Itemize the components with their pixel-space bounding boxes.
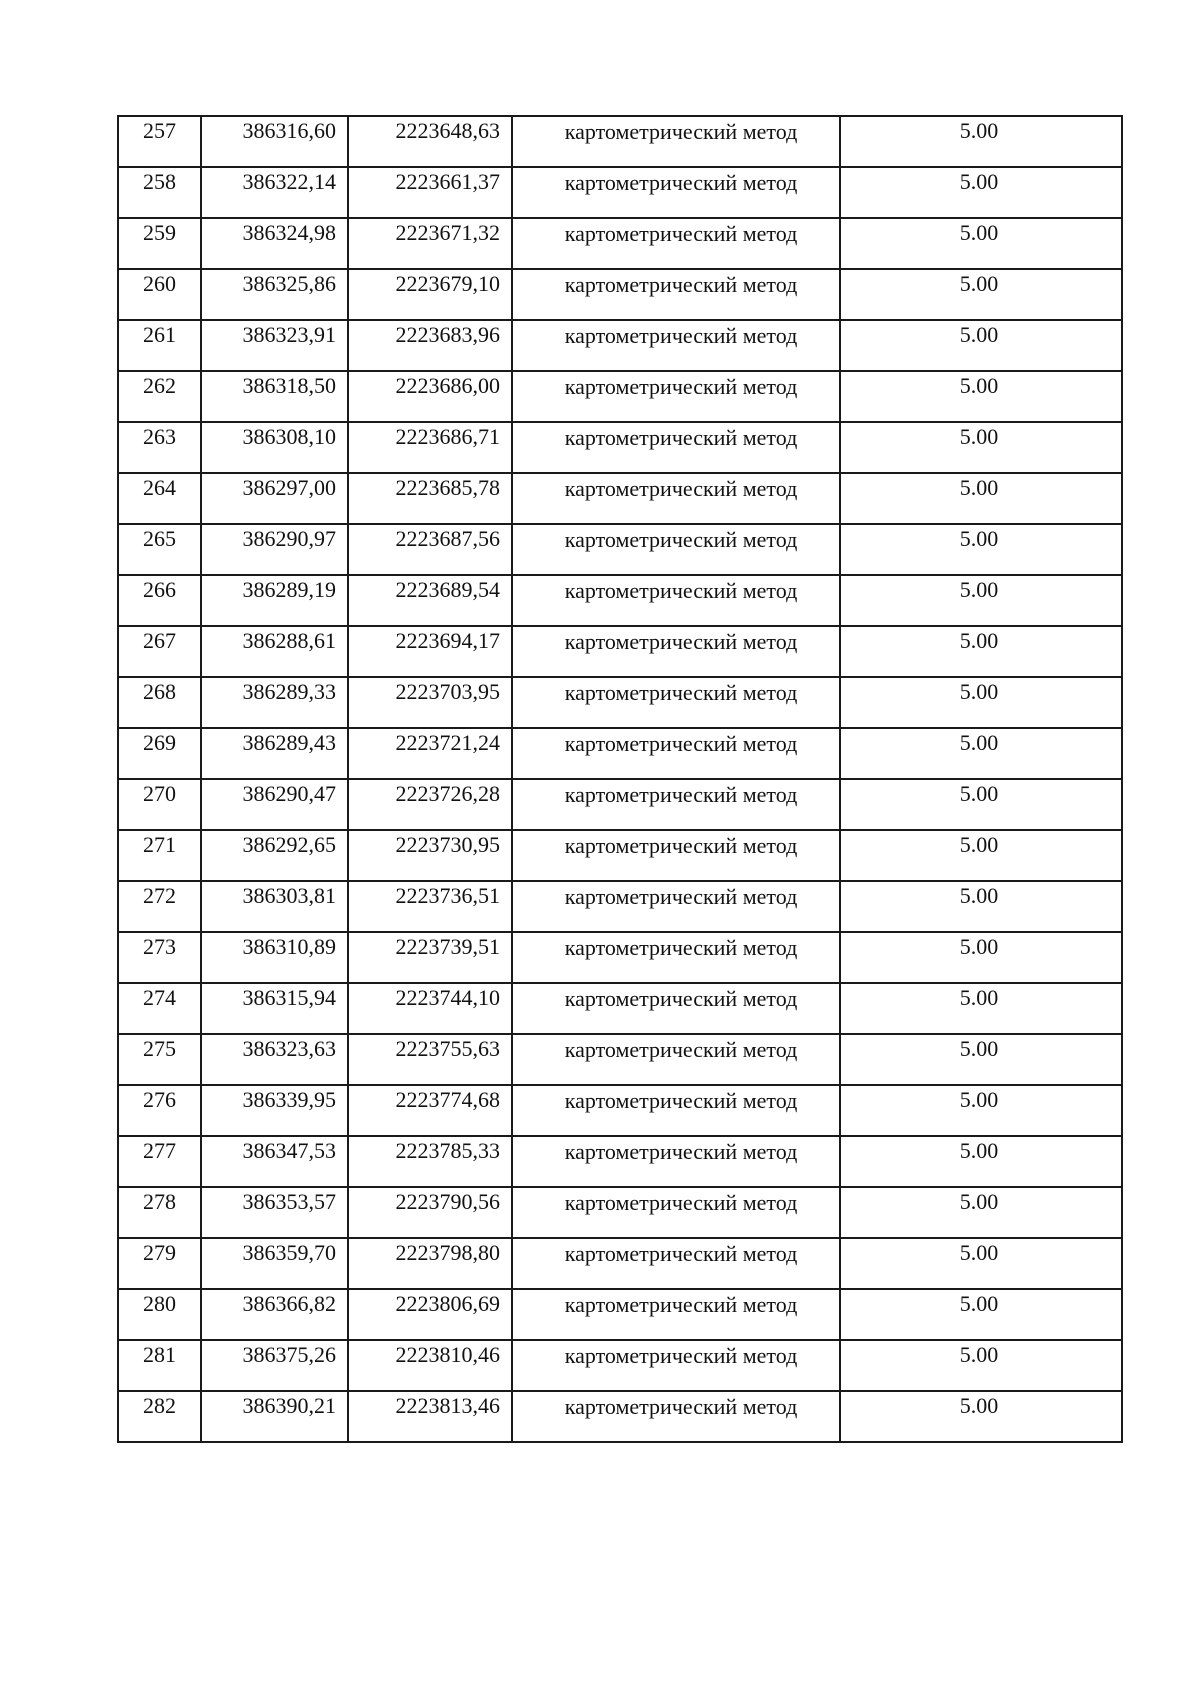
precision-cell-text: 5.00 bbox=[959, 526, 999, 551]
y-coordinate-cell-text: 2223774,68 bbox=[395, 1087, 500, 1112]
precision-cell bbox=[840, 116, 1122, 167]
precision-cell bbox=[840, 1085, 1122, 1136]
y-coordinate-cell-text: 2223726,28 bbox=[395, 781, 500, 806]
table-row bbox=[118, 1085, 1122, 1136]
y-coordinate-cell-text: 2223686,71 bbox=[395, 424, 500, 449]
precision-cell bbox=[840, 473, 1122, 524]
y-coordinate-cell bbox=[348, 422, 512, 473]
precision-cell-text: 5.00 bbox=[959, 475, 999, 500]
method-cell bbox=[512, 1136, 840, 1187]
table-row bbox=[118, 830, 1122, 881]
method-cell bbox=[512, 473, 840, 524]
method-cell-text: картометрический метод bbox=[564, 1190, 798, 1215]
y-coordinate-cell bbox=[348, 1136, 512, 1187]
precision-cell-text: 5.00 bbox=[959, 679, 999, 704]
point-number-cell bbox=[118, 779, 201, 830]
precision-cell-text: 5.00 bbox=[959, 118, 999, 143]
x-coordinate-cell-text: 386289,43 bbox=[242, 730, 336, 755]
point-number-cell-text: 262 bbox=[143, 373, 176, 398]
precision-cell bbox=[840, 1391, 1122, 1442]
table-row bbox=[118, 371, 1122, 422]
x-coordinate-cell bbox=[201, 320, 348, 371]
y-coordinate-cell-text: 2223744,10 bbox=[395, 985, 500, 1010]
y-coordinate-cell bbox=[348, 1034, 512, 1085]
y-coordinate-cell bbox=[348, 167, 512, 218]
point-number-cell-text: 275 bbox=[143, 1036, 176, 1061]
precision-cell bbox=[840, 728, 1122, 779]
table-row bbox=[118, 626, 1122, 677]
y-coordinate-cell bbox=[348, 677, 512, 728]
precision-cell bbox=[840, 1238, 1122, 1289]
x-coordinate-cell-text: 386315,94 bbox=[242, 985, 336, 1010]
y-coordinate-cell bbox=[348, 218, 512, 269]
point-number-cell-text: 273 bbox=[143, 934, 176, 959]
precision-cell-text: 5.00 bbox=[959, 424, 999, 449]
point-number-cell-text: 259 bbox=[143, 220, 176, 245]
x-coordinate-cell-text: 386347,53 bbox=[242, 1138, 336, 1163]
precision-cell bbox=[840, 167, 1122, 218]
precision-cell bbox=[840, 830, 1122, 881]
y-coordinate-cell-text: 2223810,46 bbox=[395, 1342, 500, 1367]
precision-cell-text: 5.00 bbox=[959, 781, 999, 806]
coordinates-table bbox=[117, 115, 1123, 1443]
y-coordinate-cell bbox=[348, 881, 512, 932]
y-coordinate-cell bbox=[348, 524, 512, 575]
table-row bbox=[118, 320, 1122, 371]
y-coordinate-cell bbox=[348, 269, 512, 320]
point-number-cell-text: 265 bbox=[143, 526, 176, 551]
precision-cell bbox=[840, 881, 1122, 932]
y-coordinate-cell-text: 2223687,56 bbox=[395, 526, 500, 551]
method-cell bbox=[512, 1034, 840, 1085]
method-cell bbox=[512, 677, 840, 728]
table-row bbox=[118, 1136, 1122, 1187]
method-cell-text: картометрический метод bbox=[564, 629, 798, 654]
y-coordinate-cell-text: 2223689,54 bbox=[395, 577, 500, 602]
x-coordinate-cell-text: 386289,19 bbox=[242, 577, 336, 602]
x-coordinate-cell bbox=[201, 932, 348, 983]
precision-cell bbox=[840, 1187, 1122, 1238]
table-row bbox=[118, 779, 1122, 830]
point-number-cell bbox=[118, 932, 201, 983]
method-cell-text: картометрический метод bbox=[564, 1292, 798, 1317]
method-cell-text: картометрический метод bbox=[564, 680, 798, 705]
x-coordinate-cell bbox=[201, 167, 348, 218]
y-coordinate-cell-text: 2223736,51 bbox=[395, 883, 500, 908]
x-coordinate-cell bbox=[201, 218, 348, 269]
point-number-cell bbox=[118, 116, 201, 167]
x-coordinate-cell bbox=[201, 575, 348, 626]
method-cell-text: картометрический метод bbox=[564, 578, 798, 603]
method-cell bbox=[512, 779, 840, 830]
point-number-cell bbox=[118, 473, 201, 524]
y-coordinate-cell-text: 2223694,17 bbox=[395, 628, 500, 653]
point-number-cell bbox=[118, 1289, 201, 1340]
precision-cell bbox=[840, 779, 1122, 830]
y-coordinate-cell bbox=[348, 575, 512, 626]
method-cell-text: картометрический метод bbox=[564, 476, 798, 501]
point-number-cell bbox=[118, 524, 201, 575]
method-cell bbox=[512, 830, 840, 881]
point-number-cell-text: 258 bbox=[143, 169, 176, 194]
point-number-cell bbox=[118, 626, 201, 677]
method-cell bbox=[512, 1085, 840, 1136]
method-cell-text: картометрический метод bbox=[564, 731, 798, 756]
method-cell-text: картометрический метод bbox=[564, 119, 798, 144]
y-coordinate-cell bbox=[348, 1340, 512, 1391]
y-coordinate-cell-text: 2223679,10 bbox=[395, 271, 500, 296]
y-coordinate-cell-text: 2223661,37 bbox=[395, 169, 500, 194]
precision-cell bbox=[840, 1340, 1122, 1391]
precision-cell bbox=[840, 422, 1122, 473]
method-cell bbox=[512, 371, 840, 422]
table-row bbox=[118, 218, 1122, 269]
y-coordinate-cell bbox=[348, 779, 512, 830]
precision-cell bbox=[840, 677, 1122, 728]
table-row bbox=[118, 677, 1122, 728]
y-coordinate-cell bbox=[348, 320, 512, 371]
y-coordinate-cell-text: 2223798,80 bbox=[395, 1240, 500, 1265]
point-number-cell bbox=[118, 830, 201, 881]
method-cell bbox=[512, 1340, 840, 1391]
precision-cell bbox=[840, 1289, 1122, 1340]
x-coordinate-cell bbox=[201, 1391, 348, 1442]
y-coordinate-cell bbox=[348, 1391, 512, 1442]
table-row bbox=[118, 1391, 1122, 1442]
method-cell bbox=[512, 1238, 840, 1289]
y-coordinate-cell-text: 2223671,32 bbox=[395, 220, 500, 245]
point-number-cell-text: 260 bbox=[143, 271, 176, 296]
x-coordinate-cell-text: 386323,91 bbox=[242, 322, 336, 347]
x-coordinate-cell-text: 386324,98 bbox=[242, 220, 336, 245]
x-coordinate-cell-text: 386290,97 bbox=[242, 526, 336, 551]
precision-cell-text: 5.00 bbox=[959, 934, 999, 959]
point-number-cell bbox=[118, 371, 201, 422]
y-coordinate-cell bbox=[348, 983, 512, 1034]
point-number-cell-text: 277 bbox=[143, 1138, 176, 1163]
precision-cell-text: 5.00 bbox=[959, 1087, 999, 1112]
precision-cell bbox=[840, 524, 1122, 575]
x-coordinate-cell bbox=[201, 269, 348, 320]
precision-cell bbox=[840, 575, 1122, 626]
method-cell-text: картометрический метод bbox=[564, 527, 798, 552]
point-number-cell-text: 271 bbox=[143, 832, 176, 857]
x-coordinate-cell-text: 386323,63 bbox=[242, 1036, 336, 1061]
method-cell bbox=[512, 1187, 840, 1238]
method-cell bbox=[512, 881, 840, 932]
method-cell-text: картометрический метод bbox=[564, 323, 798, 348]
point-number-cell bbox=[118, 1391, 201, 1442]
method-cell bbox=[512, 524, 840, 575]
y-coordinate-cell-text: 2223703,95 bbox=[395, 679, 500, 704]
x-coordinate-cell bbox=[201, 371, 348, 422]
x-coordinate-cell-text: 386303,81 bbox=[242, 883, 336, 908]
precision-cell-text: 5.00 bbox=[959, 271, 999, 296]
method-cell-text: картометрический метод bbox=[564, 272, 798, 297]
y-coordinate-cell-text: 2223755,63 bbox=[395, 1036, 500, 1061]
x-coordinate-cell bbox=[201, 677, 348, 728]
table-row bbox=[118, 575, 1122, 626]
method-cell-text: картометрический метод bbox=[564, 1394, 798, 1419]
precision-cell bbox=[840, 269, 1122, 320]
point-number-cell-text: 281 bbox=[143, 1342, 176, 1367]
method-cell bbox=[512, 1289, 840, 1340]
x-coordinate-cell bbox=[201, 626, 348, 677]
precision-cell bbox=[840, 1034, 1122, 1085]
x-coordinate-cell bbox=[201, 1187, 348, 1238]
method-cell bbox=[512, 626, 840, 677]
x-coordinate-cell bbox=[201, 881, 348, 932]
x-coordinate-cell bbox=[201, 1085, 348, 1136]
y-coordinate-cell-text: 2223806,69 bbox=[395, 1291, 500, 1316]
precision-cell-text: 5.00 bbox=[959, 985, 999, 1010]
method-cell-text: картометрический метод bbox=[564, 1037, 798, 1062]
precision-cell-text: 5.00 bbox=[959, 1342, 999, 1367]
table-row bbox=[118, 167, 1122, 218]
method-cell bbox=[512, 1391, 840, 1442]
y-coordinate-cell-text: 2223721,24 bbox=[395, 730, 500, 755]
precision-cell-text: 5.00 bbox=[959, 1189, 999, 1214]
point-number-cell bbox=[118, 1187, 201, 1238]
y-coordinate-cell-text: 2223685,78 bbox=[395, 475, 500, 500]
coordinates-table-body bbox=[118, 116, 1122, 1442]
table-row bbox=[118, 1289, 1122, 1340]
method-cell bbox=[512, 575, 840, 626]
x-coordinate-cell-text: 386310,89 bbox=[242, 934, 336, 959]
point-number-cell-text: 266 bbox=[143, 577, 176, 602]
point-number-cell-text: 264 bbox=[143, 475, 176, 500]
precision-cell bbox=[840, 932, 1122, 983]
y-coordinate-cell-text: 2223785,33 bbox=[395, 1138, 500, 1163]
table-row bbox=[118, 1187, 1122, 1238]
point-number-cell bbox=[118, 575, 201, 626]
point-number-cell-text: 269 bbox=[143, 730, 176, 755]
method-cell-text: картометрический метод bbox=[564, 986, 798, 1011]
table-row bbox=[118, 116, 1122, 167]
y-coordinate-cell-text: 2223683,96 bbox=[395, 322, 500, 347]
x-coordinate-cell-text: 386353,57 bbox=[242, 1189, 336, 1214]
y-coordinate-cell bbox=[348, 371, 512, 422]
method-cell-text: картометрический метод bbox=[564, 833, 798, 858]
x-coordinate-cell bbox=[201, 116, 348, 167]
precision-cell-text: 5.00 bbox=[959, 832, 999, 857]
x-coordinate-cell-text: 386297,00 bbox=[242, 475, 336, 500]
table-row bbox=[118, 1034, 1122, 1085]
x-coordinate-cell-text: 386375,26 bbox=[242, 1342, 336, 1367]
x-coordinate-cell-text: 386339,95 bbox=[242, 1087, 336, 1112]
precision-cell-text: 5.00 bbox=[959, 1138, 999, 1163]
point-number-cell-text: 279 bbox=[143, 1240, 176, 1265]
method-cell bbox=[512, 218, 840, 269]
y-coordinate-cell bbox=[348, 1085, 512, 1136]
table-row bbox=[118, 1238, 1122, 1289]
x-coordinate-cell-text: 386308,10 bbox=[242, 424, 336, 449]
y-coordinate-cell bbox=[348, 830, 512, 881]
x-coordinate-cell-text: 386325,86 bbox=[242, 271, 336, 296]
method-cell-text: картометрический метод bbox=[564, 1139, 798, 1164]
y-coordinate-cell-text: 2223813,46 bbox=[395, 1393, 500, 1418]
precision-cell-text: 5.00 bbox=[959, 883, 999, 908]
table-row bbox=[118, 269, 1122, 320]
table-row bbox=[118, 1340, 1122, 1391]
x-coordinate-cell-text: 386290,47 bbox=[242, 781, 336, 806]
method-cell-text: картометрический метод bbox=[564, 782, 798, 807]
x-coordinate-cell bbox=[201, 473, 348, 524]
table-row bbox=[118, 728, 1122, 779]
method-cell-text: картометрический метод bbox=[564, 884, 798, 909]
x-coordinate-cell bbox=[201, 524, 348, 575]
method-cell bbox=[512, 320, 840, 371]
point-number-cell-text: 280 bbox=[143, 1291, 176, 1316]
y-coordinate-cell bbox=[348, 473, 512, 524]
point-number-cell bbox=[118, 1340, 201, 1391]
point-number-cell bbox=[118, 677, 201, 728]
method-cell-text: картометрический метод bbox=[564, 425, 798, 450]
table-row bbox=[118, 983, 1122, 1034]
point-number-cell-text: 257 bbox=[143, 118, 176, 143]
x-coordinate-cell-text: 386322,14 bbox=[242, 169, 336, 194]
x-coordinate-cell bbox=[201, 1340, 348, 1391]
precision-cell-text: 5.00 bbox=[959, 322, 999, 347]
y-coordinate-cell bbox=[348, 1238, 512, 1289]
point-number-cell bbox=[118, 1034, 201, 1085]
x-coordinate-cell bbox=[201, 1238, 348, 1289]
point-number-cell bbox=[118, 167, 201, 218]
point-number-cell bbox=[118, 728, 201, 779]
precision-cell-text: 5.00 bbox=[959, 220, 999, 245]
y-coordinate-cell bbox=[348, 626, 512, 677]
method-cell-text: картометрический метод bbox=[564, 1343, 798, 1368]
x-coordinate-cell-text: 386292,65 bbox=[242, 832, 336, 857]
method-cell-text: картометрический метод bbox=[564, 935, 798, 960]
x-coordinate-cell-text: 386318,50 bbox=[242, 373, 336, 398]
method-cell-text: картометрический метод bbox=[564, 170, 798, 195]
precision-cell bbox=[840, 1136, 1122, 1187]
precision-cell-text: 5.00 bbox=[959, 577, 999, 602]
method-cell bbox=[512, 422, 840, 473]
method-cell bbox=[512, 116, 840, 167]
precision-cell bbox=[840, 626, 1122, 677]
x-coordinate-cell-text: 386316,60 bbox=[242, 118, 336, 143]
point-number-cell bbox=[118, 218, 201, 269]
y-coordinate-cell bbox=[348, 1289, 512, 1340]
y-coordinate-cell-text: 2223648,63 bbox=[395, 118, 500, 143]
precision-cell-text: 5.00 bbox=[959, 628, 999, 653]
x-coordinate-cell bbox=[201, 779, 348, 830]
point-number-cell bbox=[118, 1238, 201, 1289]
y-coordinate-cell-text: 2223686,00 bbox=[395, 373, 500, 398]
point-number-cell bbox=[118, 983, 201, 1034]
method-cell bbox=[512, 932, 840, 983]
y-coordinate-cell-text: 2223730,95 bbox=[395, 832, 500, 857]
x-coordinate-cell-text: 386288,61 bbox=[242, 628, 336, 653]
x-coordinate-cell bbox=[201, 1289, 348, 1340]
table-row bbox=[118, 524, 1122, 575]
precision-cell-text: 5.00 bbox=[959, 169, 999, 194]
x-coordinate-cell bbox=[201, 728, 348, 779]
y-coordinate-cell bbox=[348, 116, 512, 167]
point-number-cell-text: 267 bbox=[143, 628, 176, 653]
x-coordinate-cell-text: 386359,70 bbox=[242, 1240, 336, 1265]
precision-cell-text: 5.00 bbox=[959, 1291, 999, 1316]
precision-cell-text: 5.00 bbox=[959, 730, 999, 755]
table-row bbox=[118, 473, 1122, 524]
method-cell bbox=[512, 269, 840, 320]
point-number-cell-text: 272 bbox=[143, 883, 176, 908]
table-row bbox=[118, 932, 1122, 983]
point-number-cell-text: 276 bbox=[143, 1087, 176, 1112]
y-coordinate-cell bbox=[348, 1187, 512, 1238]
method-cell bbox=[512, 167, 840, 218]
x-coordinate-cell-text: 386289,33 bbox=[242, 679, 336, 704]
precision-cell bbox=[840, 320, 1122, 371]
point-number-cell-text: 261 bbox=[143, 322, 176, 347]
x-coordinate-cell-text: 386366,82 bbox=[242, 1291, 336, 1316]
point-number-cell bbox=[118, 1136, 201, 1187]
method-cell-text: картометрический метод bbox=[564, 1241, 798, 1266]
precision-cell-text: 5.00 bbox=[959, 1240, 999, 1265]
method-cell-text: картометрический метод bbox=[564, 221, 798, 246]
point-number-cell-text: 268 bbox=[143, 679, 176, 704]
y-coordinate-cell bbox=[348, 932, 512, 983]
x-coordinate-cell bbox=[201, 830, 348, 881]
y-coordinate-cell-text: 2223790,56 bbox=[395, 1189, 500, 1214]
x-coordinate-cell-text: 386390,21 bbox=[242, 1393, 336, 1418]
point-number-cell bbox=[118, 1085, 201, 1136]
method-cell-text: картометрический метод bbox=[564, 374, 798, 399]
x-coordinate-cell bbox=[201, 422, 348, 473]
method-cell bbox=[512, 728, 840, 779]
precision-cell-text: 5.00 bbox=[959, 373, 999, 398]
precision-cell bbox=[840, 983, 1122, 1034]
point-number-cell-text: 270 bbox=[143, 781, 176, 806]
point-number-cell-text: 282 bbox=[143, 1393, 176, 1418]
precision-cell bbox=[840, 218, 1122, 269]
precision-cell bbox=[840, 371, 1122, 422]
point-number-cell-text: 278 bbox=[143, 1189, 176, 1214]
x-coordinate-cell bbox=[201, 983, 348, 1034]
point-number-cell-text: 274 bbox=[143, 985, 176, 1010]
point-number-cell-text: 263 bbox=[143, 424, 176, 449]
point-number-cell bbox=[118, 269, 201, 320]
precision-cell-text: 5.00 bbox=[959, 1393, 999, 1418]
table-row bbox=[118, 422, 1122, 473]
x-coordinate-cell bbox=[201, 1136, 348, 1187]
point-number-cell bbox=[118, 881, 201, 932]
y-coordinate-cell bbox=[348, 728, 512, 779]
y-coordinate-cell-text: 2223739,51 bbox=[395, 934, 500, 959]
x-coordinate-cell bbox=[201, 1034, 348, 1085]
point-number-cell bbox=[118, 422, 201, 473]
precision-cell-text: 5.00 bbox=[959, 1036, 999, 1061]
table-row bbox=[118, 881, 1122, 932]
point-number-cell bbox=[118, 320, 201, 371]
method-cell bbox=[512, 983, 840, 1034]
method-cell-text: картометрический метод bbox=[564, 1088, 798, 1113]
